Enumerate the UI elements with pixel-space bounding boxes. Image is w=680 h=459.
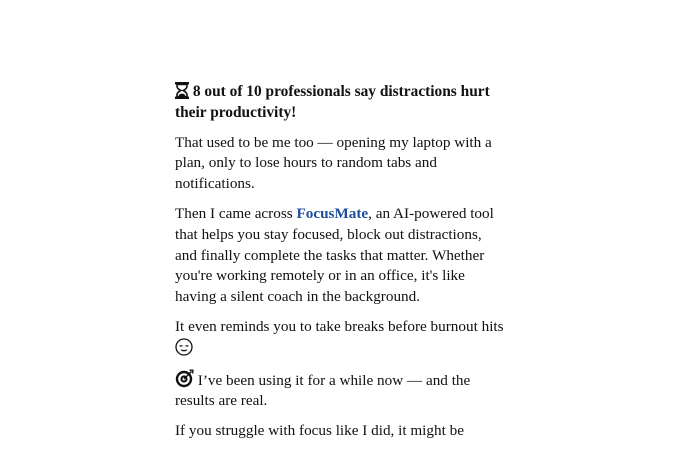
article-body — [175, 82, 505, 451]
brand-link-focusmate[interactable]: FocusMate — [296, 204, 369, 222]
headline — [175, 82, 505, 124]
paragraph-results-text: I’ve been using it for a while now — and the results are real. — [175, 371, 471, 410]
relieved-face-icon — [175, 338, 193, 356]
paragraph-discovery-rest: , an AI-powered tool that helps you stay focused, block out distractions, and finally complete the tasks that matter. Whether you're working remotely or in an office, it's like having a silent coach in the background. — [175, 204, 494, 306]
paragraph-discovery-lead: Then I came across — [175, 204, 297, 222]
paragraph-results — [175, 369, 505, 413]
headline-text: 8 out of 10 professionals say distractions hurt their productivity! — [175, 83, 490, 121]
target-icon — [175, 369, 194, 388]
paragraph-intro: That used to be me too — opening my laptop with a plan, only to lose hours to random tabs and notifications. — [175, 133, 492, 193]
paragraph-breaks — [175, 317, 505, 360]
hourglass-icon — [175, 82, 189, 99]
paragraph-cta: If you struggle with focus like I did, it might be — [175, 422, 464, 440]
paragraph-breaks-text: It even reminds you to take breaks before burnout hits — [175, 317, 504, 335]
paragraph-discovery — [175, 204, 505, 308]
